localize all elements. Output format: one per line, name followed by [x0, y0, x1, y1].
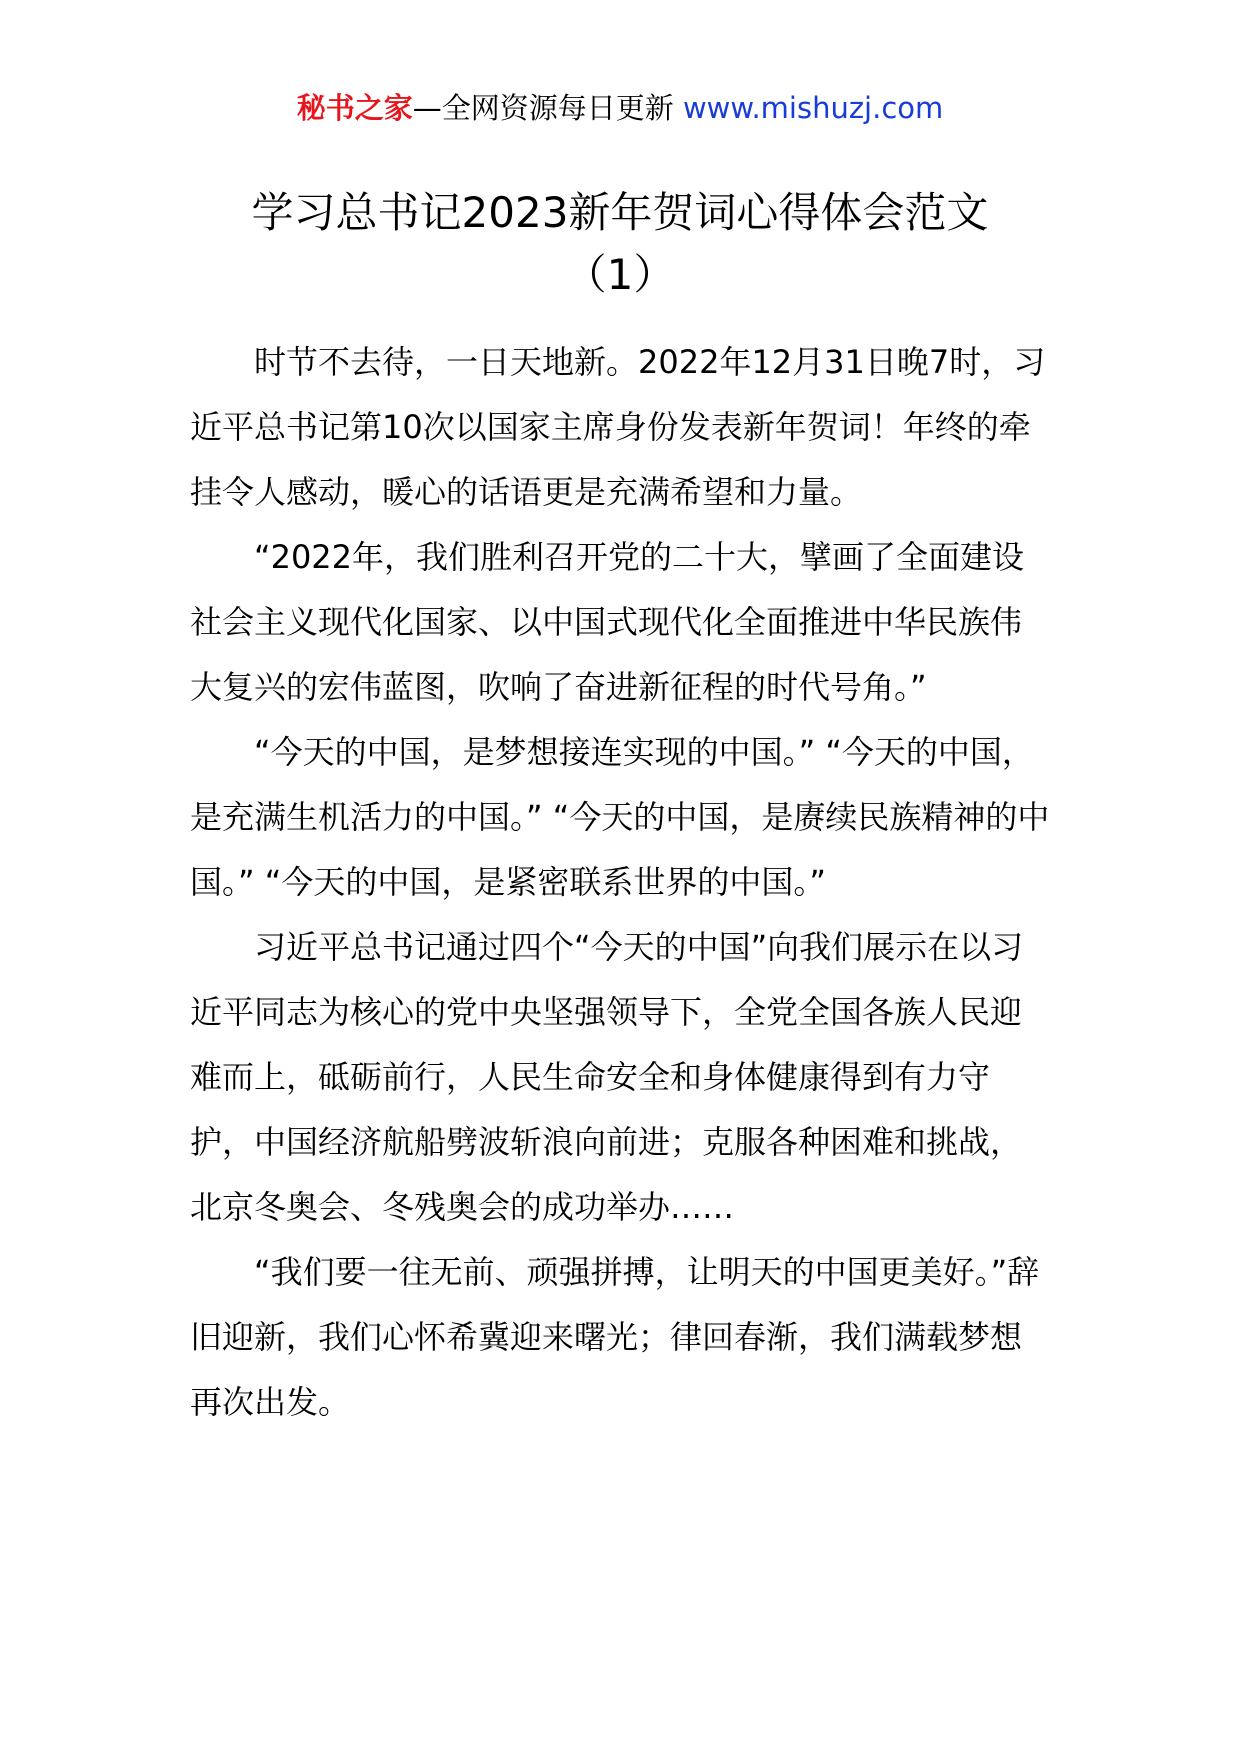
paragraph-3: “今天的中国，是梦想接连实现的中国。” “今天的中国，是充满生机活力的中国。” “今天的中国，是赓续民族精神的中国。” “今天的中国，是紧密联系世界的中国。”	[190, 733, 1050, 901]
document-title	[190, 182, 1050, 306]
paragraph-4: 习近平总书记通过四个“今天的中国”向我们展示在以习近平同志为核心的党中央坚强领导下，全党全国各族人民迎难而上，砥砺前行，人民生命安全和身体健康得到有力守护，中国经济航船劈波斩浪向前进；克服各种困难和挑战，北京冬奥会、冬残奥会的成功举办……	[190, 928, 1024, 1226]
header-tagline: —全网资源每日更新	[412, 91, 683, 125]
site-url-link[interactable]: www.mishuzj.com	[682, 91, 944, 125]
paragraph-5: “我们要一往无前、顽强拼搏，让明天的中国更美好。”辞旧迎新，我们心怀希冀迎来曙光；律回春渐，我们满载梦想再次出发。	[190, 1253, 1040, 1421]
document-body	[190, 330, 1050, 1435]
title-line-2: （1）	[564, 250, 676, 299]
page-header	[0, 88, 1240, 128]
brand-name: 秘书之家	[296, 91, 413, 125]
paragraph-2: “2022年，我们胜利召开党的二十大，擘画了全面建设社会主义现代化国家、以中国式现代化全面推进中华民族伟大复兴的宏伟蓝图，吹响了奋进新征程的时代号角。”	[190, 538, 1025, 706]
title-line-1: 学习总书记2023新年贺词心得体会范文	[251, 188, 989, 237]
paragraph-1: 时节不去待，一日天地新。2022年12月31日晚7时，习近平总书记第10次以国家主席身份发表新年贺词！年终的牵挂令人感动，暖心的话语更是充满希望和力量。	[190, 343, 1046, 511]
